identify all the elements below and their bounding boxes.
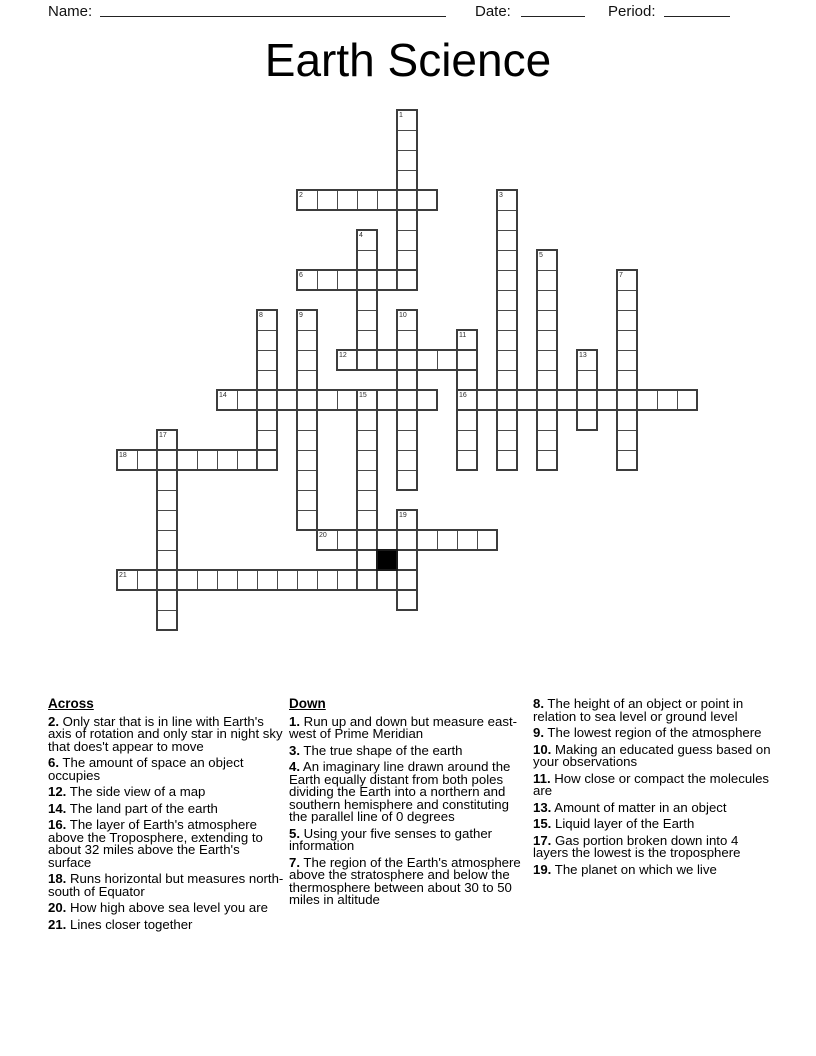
grid-number-11: 11 [459,332,467,339]
cell-separator [457,351,458,369]
cell-separator [298,450,316,451]
cell-separator [337,191,338,209]
cell-separator [217,571,218,589]
clue-down-8: 8. The height of an object or point in relation to sea level or ground level [533,696,744,724]
clue-number: 17. [533,832,552,848]
grid-number-7: 7 [619,272,623,279]
cell-separator [258,430,276,431]
grid-number-21: 21 [119,572,127,579]
cell-separator [538,370,556,371]
cell-separator [398,470,416,471]
word-5-down [536,249,558,471]
cell-separator [377,571,378,589]
cell-separator [298,370,316,371]
cell-separator [337,571,338,589]
across-heading: Across [48,696,94,711]
clue-down-3: 3. The true shape of the earth [289,742,463,758]
cell-separator [398,130,416,131]
cell-separator [358,330,376,331]
cell-separator [597,391,598,409]
word-21-across [116,569,418,591]
cell-separator [537,391,538,409]
grid-number-14: 14 [219,392,227,399]
clue-across-20: 20. How high above sea level you are [48,900,268,915]
cell-separator [237,571,238,589]
black-cell [376,549,398,571]
cell-separator [377,351,378,369]
clue-number: 6. [48,755,59,770]
clue-down-7: 7. The region of the Earth's atmosphere above the stratosphere and below the thermosphere between about 30 to 50 miles in altitude [289,854,521,907]
clue-number: 10. [533,741,552,757]
cell-separator [257,571,258,589]
cell-separator [258,350,276,351]
cell-separator [357,351,358,369]
cell-separator [498,310,516,311]
cell-separator [498,230,516,231]
cell-separator [298,330,316,331]
cell-separator [317,191,318,209]
grid-number-13: 13 [579,352,587,359]
cell-separator [498,210,516,211]
clue-down-1: 1. Run up and down but measure east-west of Prime Meridian [289,713,517,741]
cell-separator [397,191,398,209]
clue-down-19: 19. The planet on which we live [533,861,717,877]
word-12-across [336,349,478,371]
cell-separator [358,310,376,311]
cell-separator [237,391,238,409]
clue-number: 8. [533,696,544,711]
clue-down-4: 4. An imaginary line drawn around the Earth equally distant from both poles dividing the Earth into a northern and southern hemisphere and constituting the parallel line of 0 degrees [289,759,511,824]
cell-separator [618,430,636,431]
cell-separator [398,230,416,231]
cell-separator [398,170,416,171]
cell-separator [458,430,476,431]
cell-separator [657,391,658,409]
cell-separator [637,391,638,409]
clue-down-5: 5. Using your five senses to gather information [289,825,493,853]
cell-separator [177,571,178,589]
cell-separator [578,370,596,371]
cell-separator [477,391,478,409]
cell-separator [277,571,278,589]
cell-separator [298,490,316,491]
grid-number-5: 5 [539,252,543,259]
cell-separator [177,451,178,469]
cell-separator [417,391,418,409]
cell-separator [158,490,176,491]
clue-down-15: 15. Liquid layer of the Earth [533,816,695,831]
word-14-across [216,389,438,411]
cell-separator [358,410,376,411]
cell-separator [498,370,516,371]
cell-separator [258,330,276,331]
grid-number-10: 10 [399,312,407,319]
word-9-down [296,309,318,531]
cell-separator [498,330,516,331]
word-16-across [456,389,698,411]
clue-number: 5. [289,825,300,841]
cell-separator [398,150,416,151]
clue-number: 3. [289,742,300,758]
cell-separator [398,430,416,431]
cell-separator [377,271,378,289]
grid-number-12: 12 [339,352,347,359]
clue-down-9: 9. The lowest region of the atmosphere [533,725,762,740]
cell-separator [557,391,558,409]
cell-separator [397,271,398,289]
grid-number-2: 2 [299,192,303,199]
grid-number-15: 15 [359,392,367,399]
cell-separator [437,531,438,549]
cell-separator [217,451,218,469]
cell-separator [538,450,556,451]
name-label: Name: [48,3,93,20]
cell-separator [377,531,378,549]
across-clues-column [48,698,286,935]
clue-across-12: 12. The side view of a map [48,784,206,799]
cell-separator [417,531,418,549]
clue-number: 16. [48,817,67,832]
grid-number-20: 20 [319,532,327,539]
cell-separator [437,351,438,369]
cell-separator [617,391,618,409]
word-7-down [616,269,638,471]
cell-separator [337,271,338,289]
clue-down-17: 17. Gas portion broken down into 4 layers the lowest is the troposphere [533,832,741,860]
cell-separator [357,531,358,549]
cell-separator [137,571,138,589]
cell-separator [357,191,358,209]
clue-number: 2. [48,713,59,729]
date-label: Date: [475,3,511,20]
cell-separator [417,191,418,209]
clue-across-2: 2. Only star that is in line with Earth's axis of rotation and only star in night sky that does't appear to move [48,713,283,754]
cell-separator [618,310,636,311]
cell-separator [258,370,276,371]
cell-separator [538,330,556,331]
clue-down-10: 10. Making an educated guess based on your observations [533,741,771,769]
word-2-across [296,189,438,211]
down-heading: Down [289,696,326,711]
word-19-down [396,509,418,611]
clue-number: 20. [48,900,67,915]
word-6-across [296,269,418,291]
cell-separator [237,451,238,469]
cell-separator [397,351,398,369]
clue-number: 11. [533,770,551,786]
grid-number-6: 6 [299,272,303,279]
cell-separator [317,391,318,409]
clue-across-18: 18. Runs horizontal but measures north-south of Equator [48,871,284,899]
cell-separator [677,391,678,409]
cell-separator [197,571,198,589]
clue-across-16: 16. The layer of Earth's atmosphere above the Troposphere, extending to about 32 miles above the Earth's surface [48,817,263,870]
cell-separator [257,451,258,469]
cell-separator [398,250,416,251]
cell-separator [158,550,176,551]
cell-separator [398,450,416,451]
grid-number-8: 8 [259,312,263,319]
clue-down-11: 11. How close or compact the molecules are [533,770,770,798]
word-20-across [316,529,498,551]
cell-separator [257,391,258,409]
cell-separator [618,370,636,371]
clue-number: 9. [533,725,544,740]
grid-number-16: 16 [459,392,467,399]
cell-separator [618,330,636,331]
cell-separator [158,610,176,611]
cell-separator [397,531,398,549]
clue-across-21: 21. Lines closer together [48,916,193,932]
cell-separator [358,430,376,431]
cell-separator [397,391,398,409]
cell-separator [137,451,138,469]
cell-separator [358,250,376,251]
cell-separator [358,470,376,471]
grid-number-19: 19 [399,512,407,519]
clue-number: 21. [48,916,67,932]
word-15-down [356,389,378,591]
cell-separator [158,510,176,511]
clue-across-6: 6. The amount of space an object occupies [48,755,244,783]
cell-separator [538,430,556,431]
cell-separator [497,391,498,409]
clue-down-13: 13. Amount of matter in an object [533,799,727,815]
cell-separator [457,531,458,549]
cell-separator [298,350,316,351]
cell-separator [157,571,158,589]
grid-number-9: 9 [299,312,303,319]
cell-separator [358,490,376,491]
cell-separator [477,531,478,549]
cell-separator [498,350,516,351]
cell-separator [498,250,516,251]
cell-separator [538,270,556,271]
cell-separator [298,510,316,511]
down-clues-column-1 [289,698,526,911]
cell-separator [357,571,358,589]
cell-separator [397,571,398,589]
cell-separator [297,571,298,589]
clue-number: 12. [48,784,67,799]
cell-separator [498,290,516,291]
cell-separator [498,270,516,271]
clue-number: 13. [533,799,552,815]
cell-separator [357,271,358,289]
cell-separator [417,351,418,369]
cell-separator [538,290,556,291]
cell-separator [317,271,318,289]
down-clues-column-2 [533,698,775,880]
cell-separator [538,350,556,351]
cell-separator [517,391,518,409]
grid-number-18: 18 [119,452,127,459]
period-label: Period: [608,3,656,20]
page-title: Earth Science [264,34,552,86]
cell-separator [577,391,578,409]
cell-separator [297,391,298,409]
clue-number: 19. [533,861,552,877]
cell-separator [337,391,338,409]
cell-separator [277,391,278,409]
grid-number-4: 4 [359,232,363,239]
cell-separator [358,510,376,511]
cell-separator [317,571,318,589]
cell-separator [618,450,636,451]
cell-separator [377,191,378,209]
cell-separator [197,451,198,469]
clue-number: 7. [289,854,300,870]
clue-across-14: 14. The land part of the earth [48,800,218,816]
clue-number: 18. [48,871,67,886]
cell-separator [337,531,338,549]
grid-number-1: 1 [399,112,403,119]
grid-number-17: 17 [159,432,167,439]
clue-number: 14. [48,800,67,816]
cell-separator [158,530,176,531]
cell-separator [458,450,476,451]
cell-separator [618,290,636,291]
cell-separator [538,310,556,311]
clue-number: 4. [289,759,300,774]
cell-separator [498,430,516,431]
cell-separator [358,450,376,451]
cell-separator [298,470,316,471]
clue-number: 15. [533,816,552,831]
cell-separator [618,350,636,351]
word-18-across [116,449,278,471]
word-3-down [496,189,518,471]
cell-separator [157,451,158,469]
cell-separator [398,330,416,331]
cell-separator [298,430,316,431]
cell-separator [498,450,516,451]
grid-number-3: 3 [499,192,503,199]
clue-number: 1. [289,713,300,729]
